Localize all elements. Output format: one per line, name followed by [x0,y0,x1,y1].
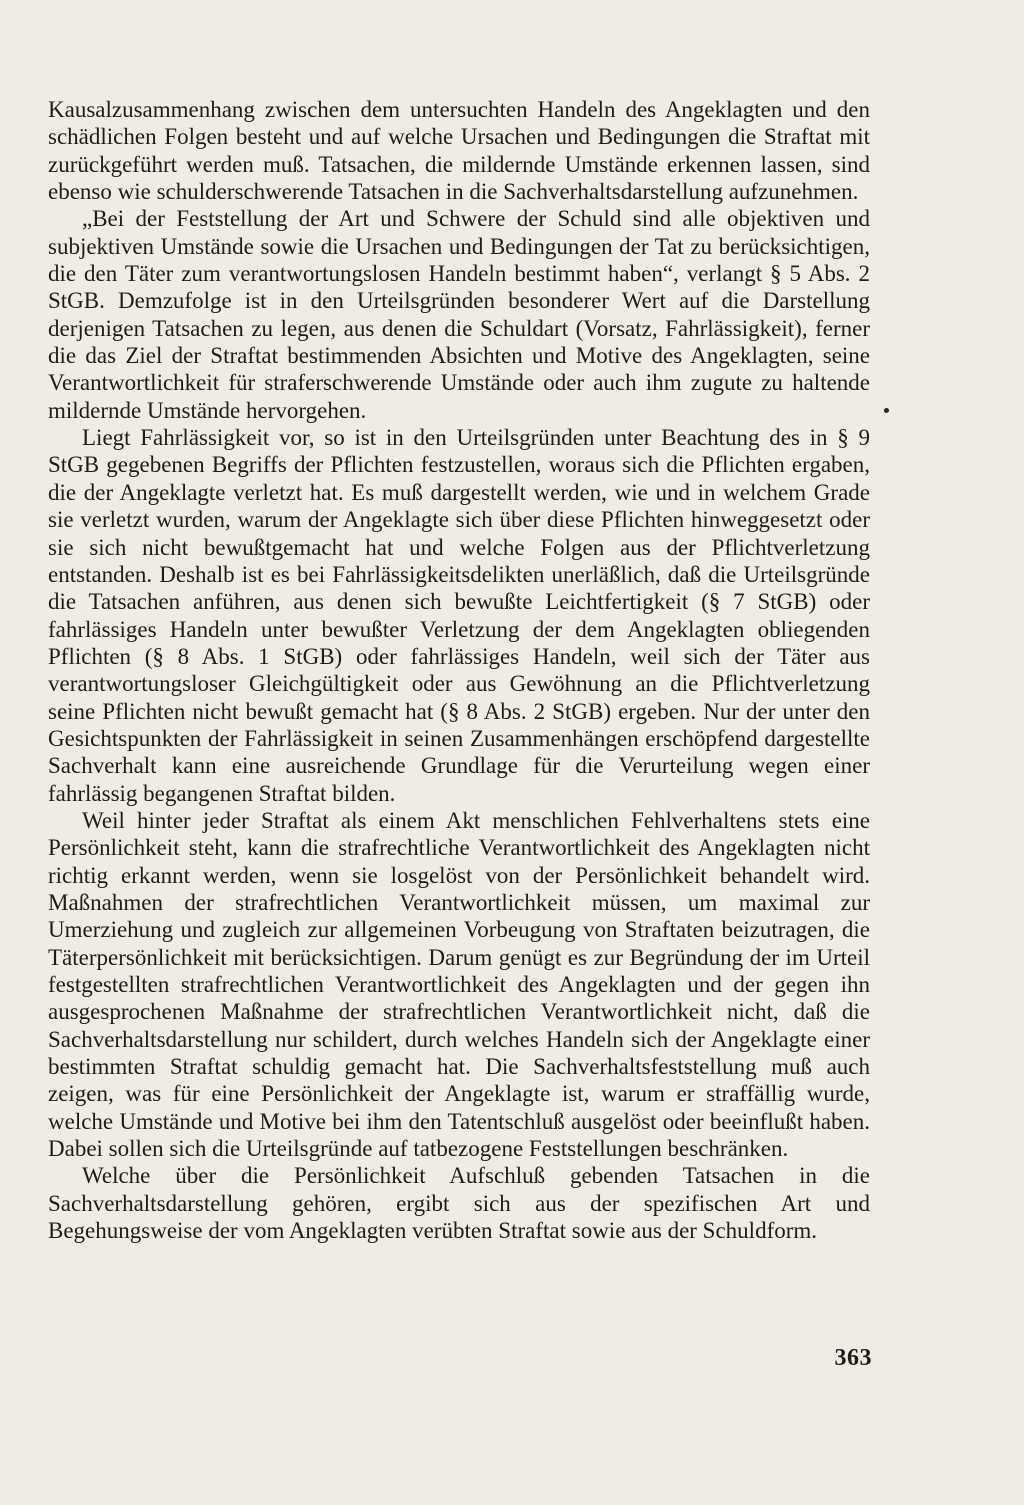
paragraph-3: Liegt Fahrlässigkeit vor, so ist in den Urteilsgründen unter Beachtung des in § 9 StGB gegebenen Begriffs der Pflichten festzustellen, woraus sich die Pflichten ergaben, die der Angeklagte verletzt hat. Es muß dargestellt werden, wie und in welchem Grade sie verletzt wurden, warum der Angeklagte sich über diese Pflichten hinweggesetzt oder sie sich nicht bewußtgemacht hat und welche Folgen aus der Pflichtverletzung entstanden. Deshalb ist es bei Fahrlässigkeitsdelikten unerläßlich, daß die Urteilsgründe die Tatsachen anführen, aus denen sich bewußte Leichtfertigkeit (§ 7 StGB) oder fahrlässiges Handeln unter bewußter Verletzung der dem Angeklagten obliegenden Pflichten (§ 8 Abs. 1 StGB) oder fahrlässiges Handeln, weil sich der Täter aus verantwortungsloser Gleichgültigkeit oder aus Gewöhnung an die Pflichtverletzung seine Pflichten nicht bewußt gemacht hat (§ 8 Abs. 2 StGB) ergeben. Nur der unter den Gesichtspunkten der Fahrlässigkeit in seinen Zusammenhängen erschöpfend dargestellte Sachverhalt kann eine ausreichende Grundlage für die Verurteilung wegen einer fahrlässig begangenen Straftat bilden. [48,425,870,806]
paragraph-1: Kausalzusammenhang zwischen dem untersuchten Handeln des Angeklagten und den schädlichen Folgen besteht und auf welche Ursachen und Bedingungen die Straftat mit zurückgeführt werden muß. Tatsachen, die mildernde Umstände erkennen lassen, sind ebenso wie schulderschwerende Tatsachen in die Sachverhaltsdarstellung aufzunehmen. [48,97,870,205]
paragraph-4: Weil hinter jeder Straftat als einem Akt menschlichen Fehlverhaltens stets eine Persönlichkeit steht, kann die strafrechtliche Verantwortlichkeit des Angeklagten nicht richtig erkannt werden, wenn sie losgelöst von der Persönlichkeit behandelt wird. Maßnahmen der strafrechtlichen Verantwortlichkeit müssen, um maximal zur Umerziehung und zugleich zur allgemeinen Vorbeugung von Straftaten beizutragen, die Täterpersönlichkeit mit berücksichtigen. Darum genügt es zur Begründung der im Urteil festgestellten strafrechtlichen Verantwortlichkeit des Angeklagten und der gegen ihn ausgesprochenen Maßnahme der strafrechtlichen Verantwortlichkeit nicht, daß die Sachverhaltsdarstellung nur schildert, durch welches Handeln sich der Angeklagte einer bestimmten Straftat schuldig gemacht hat. Die Sachverhaltsfeststellung muß auch zeigen, was für eine Persönlichkeit der Angeklagte ist, warum er straffällig wurde, welche Umstände und Motive bei ihm den Tatentschluß ausgelöst oder beeinflußt haben. Dabei sollen sich die Urteilsgründe auf tatbezogene Feststellungen beschränken. [48,807,870,1162]
paragraph-5: Welche über die Persönlichkeit Aufschluß gebenden Tatsachen in die Sachverhaltsdarstellung gehören, ergibt sich aus der spezifischen Art und Begehungsweise der vom Angeklagten verübten Straftat sowie aus der Schuldform. [48,1163,870,1244]
body-text [48,96,870,1244]
paragraph-2: „Bei der Feststellung der Art und Schwere der Schuld sind alle objektiven und subjektiven Umstände sowie die Ursachen und Bedingungen der Tat zu berücksichtigen, die den Täter zum verantwortungslosen Handeln bestimmt haben“, verlangt § 5 Abs. 2 StGB. Demzufolge ist in den Urteilsgründen besonderer Wert auf die Darstellung derjenigen Tatsachen zu legen, aus denen die Schuldart (Vorsatz, Fahrlässigkeit), ferner die das Ziel der Straftat bestimmenden Absichten und Motive des Angeklagten, seine Verantwortlichkeit für straferschwerende Umstände oder auch ihm zugute zu haltende mildernde Umstände hervorgehen. [48,206,870,423]
page-number: 363 [834,1345,872,1371]
margin-ink-dot [884,408,889,413]
